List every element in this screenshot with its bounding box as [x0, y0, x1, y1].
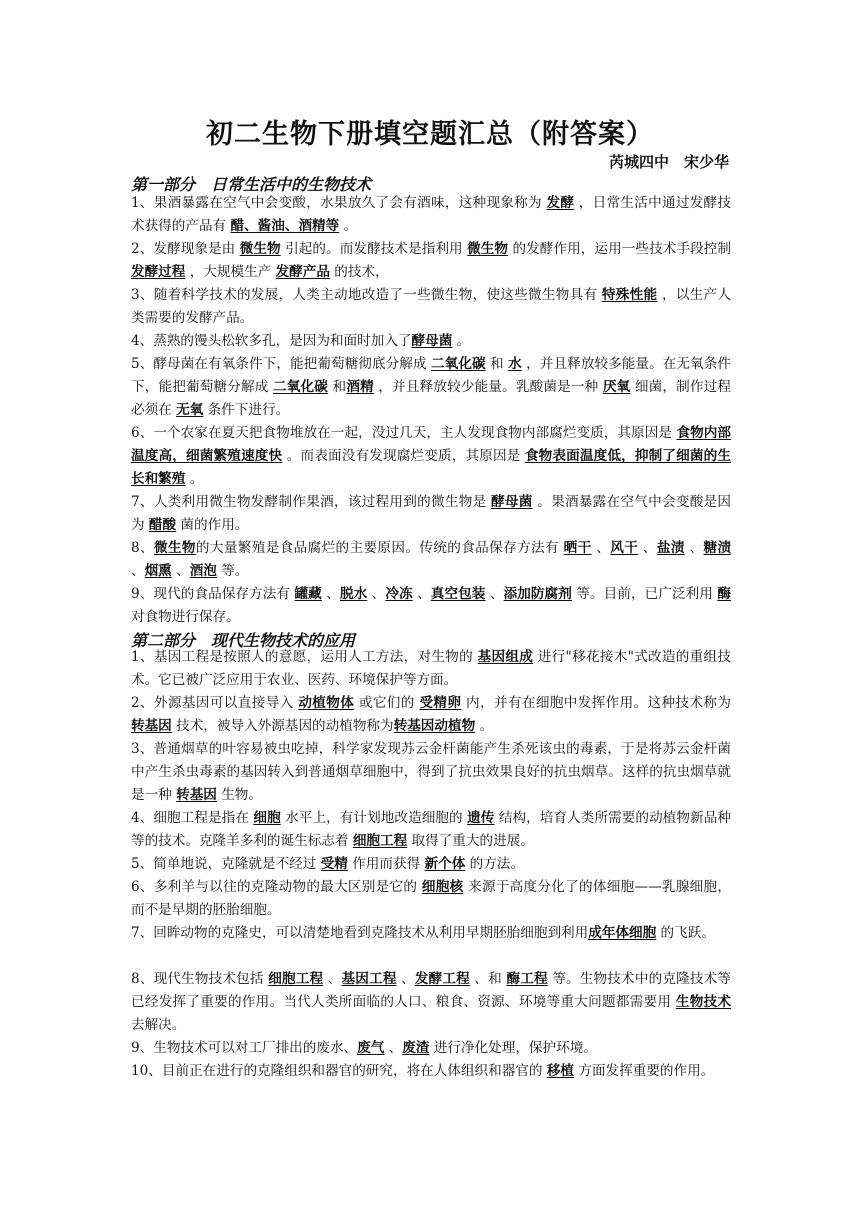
question-item — [131, 646, 731, 692]
question-text: 的技术， — [329, 264, 389, 281]
answer-blank: 厌氧 — [602, 379, 631, 396]
question-text: 、 — [321, 586, 340, 602]
answer-blank: 真空包装 — [430, 586, 486, 602]
question-text: 、 — [396, 971, 415, 987]
answer-blank: 糖渍 — [703, 540, 732, 556]
answer-blank: 新个体 — [424, 856, 466, 872]
question-text: 、 — [591, 540, 611, 556]
question-text: 的方法。 — [465, 856, 524, 872]
question-text: 等。生物技术中的克隆技术等已经发挥了重要的作用。当代人类所面临的人口、粮食、资源、环境等重大问题都需要用 — [131, 971, 731, 1011]
question-text: 8、现代生物技术包括 — [131, 971, 269, 987]
question-text: 。 — [475, 718, 494, 735]
question-text: 的飞跃。 — [656, 925, 715, 941]
answer-blank: 成年体细胞 — [588, 925, 657, 941]
question-text: 。而表面没有发现腐烂变质，其原因是 — [282, 448, 525, 465]
question-text: ，并且释放较少能量。乳酸菌是一种 — [373, 379, 603, 396]
question-text: 4、蒸熟的馒头松软多孔，是因为和面时加入了 — [131, 333, 412, 349]
answer-blank: 二氧化碳 — [273, 379, 329, 396]
question-item — [131, 692, 731, 738]
question-text: ，以生产人类需要的发酵产品。 — [131, 287, 732, 327]
answer-blank: 受精 — [320, 856, 348, 872]
question-text: 。果酒暴露在空气中会变酸是因为 — [131, 494, 732, 534]
answer-blank: 酒精 — [346, 379, 374, 396]
answer-blank: 盐渍 — [656, 540, 685, 556]
answer-blank: 细胞工程 — [352, 833, 408, 850]
answer-blank: 酵母菌 — [411, 333, 453, 349]
question-item — [131, 807, 731, 853]
question-item — [131, 1037, 731, 1060]
question-item — [131, 284, 731, 330]
question-text: 5、酵母菌在有氧条件下，能把葡萄糖彻底分解成 — [131, 356, 431, 372]
answer-blank: 细胞 — [253, 810, 281, 826]
question-text: 、 — [323, 971, 342, 987]
question-text: 等。 — [216, 563, 249, 580]
question-text: 、 — [384, 1040, 403, 1056]
question-text: 进行净化处理，保护环境。 — [429, 1040, 597, 1056]
question-text: 6、多利羊与以往的克隆动物的最大区别是它的 — [131, 879, 422, 895]
question-text: 6、一个农家在夏天把食物堆放在一起，没过几天，主人发现食物内部腐烂变质，其原因是 — [131, 425, 677, 441]
question-item — [131, 353, 731, 423]
question-text: 条件下进行。 — [203, 402, 290, 419]
question-text: 的发酵作用，运用一些技术手段控制 — [508, 241, 731, 257]
question-text: 9、生物技术可以对工厂排出的废水、 — [131, 1040, 358, 1056]
question-text: 7、回眸动物的克隆史，可以清楚地看到克隆技术从利用早期胚胎细胞到利用 — [131, 925, 589, 941]
answer-blank: 动植物体 — [298, 695, 355, 711]
answer-blank: 醋酸 — [148, 517, 177, 534]
answer-blank: 水 — [508, 356, 522, 372]
question-text: 生物。 — [216, 787, 262, 804]
question-text: ，日常生活中通过发酵技术获得的产品有 — [131, 195, 732, 235]
answer-blank: 二氧化碳 — [431, 356, 486, 372]
answer-blank: 受精卵 — [419, 695, 462, 711]
answer-blank: 特殊性能 — [601, 287, 658, 303]
section-heading: 第二部分 现代生物技术的应用 — [131, 631, 356, 650]
answer-blank: 废渣 — [402, 1040, 430, 1056]
answer-blank: 酶工程 — [506, 971, 548, 987]
question-text: ，大规模生产 — [185, 264, 276, 281]
answer-blank: 无氧 — [176, 402, 204, 419]
answer-blank: 冷冻 — [385, 586, 413, 602]
question-text: 3、普通烟草的叶容易被虫吃掉，科学家发现苏云金杆菌能产生杀死该虫的毒素，于是将苏云金杆菌中产生杀虫毒素的基因转入到普通烟草细胞中，得到了抗虫效果良好的抗虫烟草。这样的抗虫烟草就是一种 — [131, 741, 731, 804]
question-text: 1、果酒暴露在空气中会变酸，水果放久了会有酒味，这种现象称为 — [131, 195, 547, 211]
question-text: 。 — [339, 218, 358, 235]
answer-blank: 食物表面温度低，抑制了细菌的生长和繁殖 — [131, 448, 731, 488]
question-text: 2、外源基因可以直接导入 — [131, 695, 299, 711]
question-text: 对食物进行保存。 — [131, 609, 240, 626]
question-text: 、 — [367, 586, 386, 602]
question-text: 细菌，制作过程必须在 — [131, 379, 732, 419]
question-item — [131, 968, 731, 1038]
answer-blank: 微生物 — [239, 241, 281, 257]
question-text: 8、 — [131, 540, 154, 556]
answer-blank: 发酵过程 — [131, 264, 186, 281]
question-item — [131, 537, 731, 583]
question-text: 、 — [412, 586, 431, 602]
question-text: 等。目前，已广泛利用 — [571, 586, 718, 602]
question-item — [131, 853, 731, 876]
document-title: 初二生物下册填空题汇总（附答案） — [206, 119, 654, 150]
answer-blank: 微生物 — [467, 241, 509, 257]
answer-blank: 酶 — [717, 586, 732, 602]
answer-blank: 微生物 — [153, 540, 196, 556]
question-text: 、 — [684, 540, 704, 556]
answer-blank: 发酵工程 — [414, 971, 470, 987]
answer-blank: 添加防腐剂 — [503, 586, 572, 602]
answer-blank: 转基因动植物 — [393, 718, 476, 735]
question-text: 2、发酵现象是由 — [131, 241, 240, 257]
question-item — [131, 422, 731, 492]
answer-blank: 食物内部温度高，细菌繁殖速度快 — [131, 425, 731, 465]
question-text: 。 — [452, 333, 471, 349]
answer-blank: 细胞工程 — [268, 971, 324, 987]
answer-blank: 酵母菌 — [491, 494, 533, 510]
question-text: 方面发挥重要的作用。 — [574, 1063, 715, 1079]
question-text: 或它们的 — [354, 695, 420, 711]
answer-blank: 发酵 — [546, 195, 575, 211]
question-text: 、 — [171, 563, 190, 580]
answer-blank: 风干 — [610, 540, 639, 556]
answer-blank: 酒泡 — [189, 563, 217, 580]
question-text: 、 — [131, 563, 145, 580]
answer-blank: 烟熏 — [144, 563, 172, 580]
answer-blank: 脱水 — [339, 586, 368, 602]
question-text: 。 — [185, 471, 204, 488]
question-text: 和 — [328, 379, 347, 396]
question-text: 来源于高度分化了的体细胞——乳腺细胞，而不是早期的胚胎细胞。 — [131, 879, 732, 919]
question-text: 9、现代的食品保存方法有 — [131, 586, 295, 602]
answer-blank: 转基因 — [176, 787, 217, 804]
question-item — [131, 238, 731, 284]
answer-blank: 晒干 — [563, 540, 592, 556]
answer-blank: 遗传 — [467, 810, 495, 826]
question-text: 和 — [485, 356, 509, 372]
answer-blank: 移植 — [546, 1063, 575, 1079]
question-text: 7、人类利用微生物发酵制作果酒，该过程用到的微生物是 — [131, 494, 492, 510]
question-text: 4、细胞工程是指在 — [131, 810, 254, 826]
question-text: 进行"移花接木"式改造的重组技术。它已被广泛应用于农业、医药、环境保护等方面。 — [131, 649, 732, 689]
question-text: 、和 — [469, 971, 507, 987]
author-line: 芮城四中 宋少华 — [608, 153, 729, 171]
answer-blank: 生物技术 — [675, 994, 731, 1011]
answer-blank: 醋、酱油、酒精等 — [230, 218, 340, 235]
question-text: 取得了重大的进展。 — [407, 833, 534, 850]
question-text: 引起的。而发酵技术是指利用 — [280, 241, 468, 257]
question-item — [131, 192, 731, 238]
question-item — [131, 330, 731, 353]
section-heading: 第一部分 日常生活中的生物技术 — [131, 175, 372, 194]
question-text: 、 — [485, 586, 504, 602]
answer-blank: 废气 — [357, 1040, 385, 1056]
answer-blank: 罐藏 — [294, 586, 322, 602]
answer-blank: 发酵产品 — [275, 264, 330, 281]
question-item — [131, 876, 731, 922]
question-text: 3、随着科学技术的发展，人类主动地改造了一些微生物，使这些微生物具有 — [131, 287, 602, 303]
question-text: 水平上，有计划地改造细胞的 — [280, 810, 468, 826]
question-text: 去解决。 — [131, 1017, 186, 1034]
question-item — [131, 738, 731, 808]
answer-blank: 基因组成 — [477, 649, 534, 665]
question-text: 5、简单地说，克隆就是不经过 — [131, 856, 321, 872]
question-item — [131, 583, 731, 629]
question-text: 、 — [638, 540, 657, 556]
question-text: 结构，培育人类所需要的动植物新品种等的技术。克隆羊多利的诞生标志着 — [131, 810, 731, 850]
answer-blank: 基因工程 — [341, 971, 397, 987]
question-text: 1、基因工程是按照人的意愿，运用人工方法，对生物的 — [131, 649, 478, 665]
question-text: ，并且释放较多能量。在无氧条件下，能把葡萄糖分解成 — [131, 356, 732, 396]
question-text: 作用而获得 — [347, 856, 425, 872]
question-text: 技术，被导入外源基因的动植物称为 — [171, 718, 394, 735]
question-item — [131, 922, 731, 945]
question-item — [131, 491, 731, 537]
question-text: 内，并有在细胞中发挥作用。这种技术称为 — [461, 695, 731, 711]
question-text: 的大量繁殖是食品腐烂的主要原因。传统的食品保存方法有 — [195, 540, 564, 556]
question-text: 10、目前正在进行的克隆组织和器官的研究，将在人体组织和器官的 — [131, 1063, 547, 1079]
question-item — [131, 1060, 731, 1083]
answer-blank: 转基因 — [131, 718, 172, 735]
answer-blank: 细胞核 — [421, 879, 464, 895]
question-text: 菌的作用。 — [176, 517, 249, 534]
